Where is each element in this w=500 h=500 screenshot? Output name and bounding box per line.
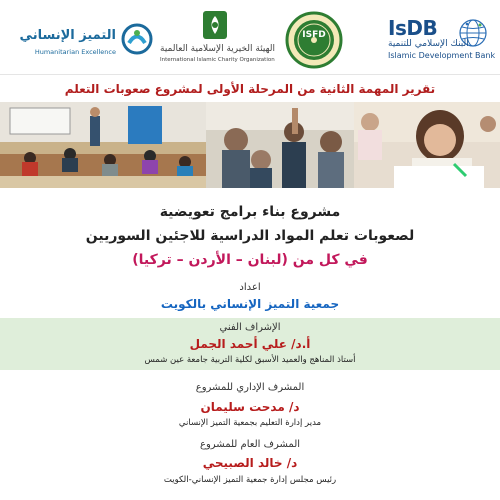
admin-supervisor-title: مدير إدارة التعليم بجمعية التميز الإنساني [178, 418, 322, 428]
project-title-line1: مشروع بناء برامج تعويضية [159, 204, 341, 220]
technical-supervisor-title: أستاذ المناهج والعميد الأسبق لكلية التربية جامعة عين شمس [144, 355, 356, 365]
technical-supervision-label: الإشراف الفني [219, 322, 281, 333]
technical-supervisor-name: أ.د/ علي أحمد الجمل [189, 337, 311, 351]
classroom-photo-2 [206, 102, 354, 188]
iico-logo [160, 10, 276, 68]
project-title-line3: في كل من (لبنان – الأردن – تركيا) [132, 252, 368, 268]
iico-name-en: International Islamic Charity Organization [160, 57, 275, 63]
general-supervisor-name: د/ خالد الصبيحي [202, 456, 298, 470]
isfd-label: ISFD [302, 30, 326, 40]
classroom-photo-1 [0, 102, 206, 188]
he-name-ar: التميز الإنساني [19, 28, 116, 43]
isdb-name-ar: البنك الإسلامي للتنمية [388, 39, 469, 49]
general-supervisor-title: رئيس مجلس إدارة جمعية التميز الإنساني-الكويت [163, 475, 337, 485]
prepared-by-label: اعداد [239, 282, 261, 293]
organization-name: جمعية التميز الإنساني بالكويت [160, 297, 340, 311]
humanitarian-excellence-logo [6, 10, 156, 66]
admin-supervisor-name: د/ مدحت سليمان [200, 400, 300, 414]
photo-strip [0, 102, 500, 188]
iico-emblem-icon [202, 10, 228, 40]
classroom-photo-3 [354, 102, 500, 188]
admin-supervisor-label: المشرف الإداري للمشروع [195, 382, 305, 393]
report-title: تقرير المهمة الثانية من المرحلة الأولى لمشروع صعوبات التعلم [64, 82, 436, 96]
isdb-name-en-full: Islamic Development Bank [388, 51, 496, 60]
isfd-logo [282, 10, 346, 70]
general-supervisor-label: المشرف العام للمشروع [199, 439, 301, 450]
isfd-seal-icon [282, 10, 346, 70]
project-title-line2: لصعوبات تعلم المواد الدراسية للاجئين السوريين [85, 228, 415, 244]
isdb-name-en: IsDB [388, 16, 438, 40]
he-name-en: Humanitarian Excellence [34, 48, 116, 56]
header-divider [0, 74, 500, 75]
he-emblem-icon [120, 22, 154, 56]
logos-row [0, 6, 500, 72]
isdb-logo [382, 10, 494, 66]
iico-name-ar: الهيئة الخيرية الإسلامية العالمية [160, 44, 276, 54]
